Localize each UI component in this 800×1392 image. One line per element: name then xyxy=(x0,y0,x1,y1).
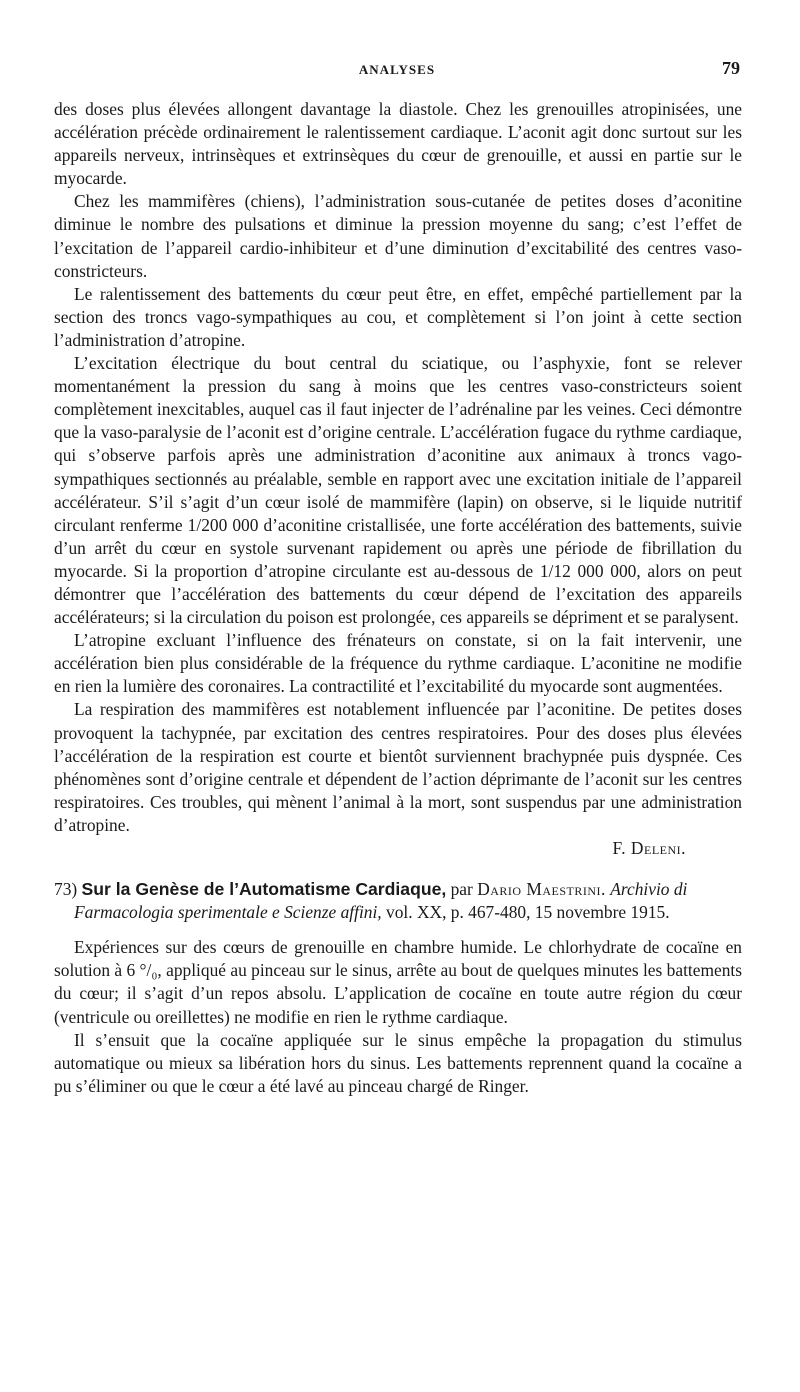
running-head xyxy=(54,58,740,82)
entry-author: Dario Maestrini. xyxy=(477,879,606,900)
paragraph: Chez les mammifères (chiens), l’administration sous-cutanée de petites doses d’aconitine diminue le nombre des pulsations et diminue la pression moyenne du sang; c’est l’effet de l’excitation de l’appareil cardio-inhibiteur et d’une diminution d’excitabilité des centres vaso-constricteurs. xyxy=(54,191,742,281)
entry-journal: Archivio di Farmacologia sperimentale e Scienze affini, xyxy=(74,879,688,923)
entry-title: Sur la Genèse de l’Automatisme Cardiaque, xyxy=(81,879,447,900)
paragraph: Le ralentissement des battements du cœur peut être, en effet, empêché partiellement par la section des troncs vago-sympathiques au cou, et complètement si l’on joint à cette section l’administration d’atropine. xyxy=(54,283,742,350)
paragraph: La respiration des mammifères est notablement influencée par l’aconitine. De petites doses provoquent la tachypnée, par excitation des centres respiratoires. Pour des doses plus élevées l’accélération de la respiration est courte et bientôt surviennent brachypnée puis dyspnée. Ces phénomènes sont d’origine centrale et dépendent de l’action déprimante de l’aconit sur les centres respiratoires. Ces troubles, qui mènent l’animal à la mort, sont suspendus par une administration d’atropine. xyxy=(54,699,742,835)
body-text xyxy=(54,98,742,1098)
paragraph: des doses plus élevées allongent davantage la diastole. Chez les grenouilles atropinisées, une accélération précède ordinairement le ralentissement cardiaque. L’aconit agit donc surtout sur les appareils nerveux, intrinsèques et extrinsèques du cœur de grenouille, et aussi en partie sur le myocarde. xyxy=(54,99,742,189)
entry-by: par xyxy=(450,879,473,900)
paragraph: L’excitation électrique du bout central du sciatique, ou l’asphyxie, font se relever momentanément la pression du sang à moins que les centres vaso-constricteurs soient complètement inexcitables, auquel cas il faut injecter de l’adrénaline par les veines. Ceci démontre que la vaso-paralysie de l’aconit est d’origine centrale. L’accélération fugace du rythme cardiaque, qui s’observe parfois après une administration d’aconitine aux animaux à troncs vago-sympathiques sectionnés au préalable, semble en rapport avec une excitation initiale de l’appareil accélérateur. S’il s’agit d’un cœur isolé de mammifère (lapin) on observe, si le liquide nutritif circulant renferme 1/200 000 d’aconitine cristallisée, une forte accélération des battements, suivie d’un arrêt du cœur en systole survenant rapidement ou après une période de fibrillation du myocarde. Si la proportion d’atropine circulante est au-dessous de 1/12 000 000, alors on peut démontrer que l’accélération des battements du cœur dépend de l’excitation des appareils accélérateurs; si la circulation du poison est prolongée, ces appareils se dépriment et se paralysent. xyxy=(54,353,742,628)
paragraph: L’atropine excluant l’influence des frénateurs on constate, si on la fait intervenir, une accélération bien plus considérable de la fréquence du rythme cardiaque. L’aconitine ne modifie en rien la lumière des coronaires. La contractilité et l’excitabilité du myocarde sont augmentées. xyxy=(54,630,742,697)
entry-heading xyxy=(54,878,742,924)
running-title: ANALYSES xyxy=(358,62,436,77)
section-gap xyxy=(54,860,742,878)
entry-citation: vol. XX, p. 467-480, 15 novembre 1915. xyxy=(386,902,670,923)
paragraph: Il s’ensuit que la cocaïne appliquée sur le sinus empêche la propagation du stimulus automatique ou mieux sa libération hors du sinus. Les battements reprennent quand la cocaïne a pu s’éliminer ou que le cœur a été lavé au pinceau chargé de Ringer. xyxy=(54,1029,742,1096)
entry-number: 73) xyxy=(54,879,78,900)
signature-line xyxy=(54,837,742,860)
section-gap xyxy=(54,924,742,936)
page-number: 79 xyxy=(722,58,740,78)
signature: F. Deleni. xyxy=(612,838,686,858)
paragraph: Expériences sur des cœurs de grenouille en chambre humide. Le chlorhydrate de cocaïne en solution à 6 °/₀, appliqué au pinceau sur le sinus, arrête au bout de quelques minutes les battements du cœur; il s’agit d’un repos absolu. L’application de cocaïne en toute autre région du cœur (ventricule ou oreillettes) ne modifie en rien le rythme cardiaque. xyxy=(54,937,742,1027)
